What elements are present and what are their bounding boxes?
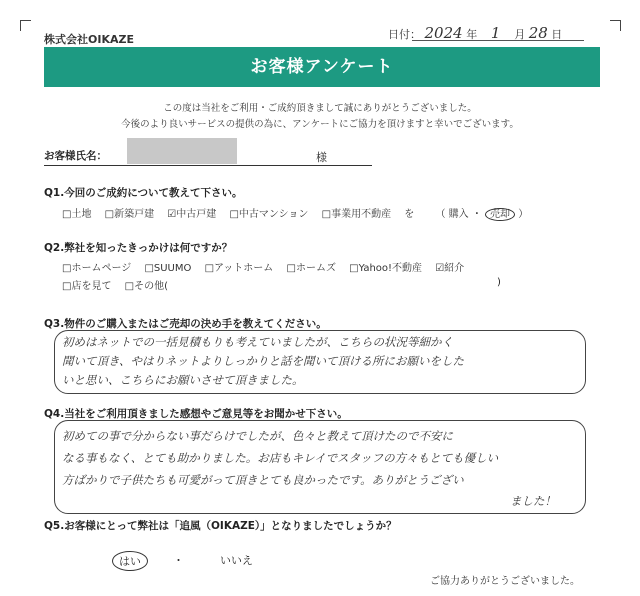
- crop-mark: [610, 20, 621, 31]
- footer-thanks: ご協力ありがとうございました。: [430, 576, 580, 587]
- q3-answer-line-1: 初めはネットでの一括見積もりも考えていましたが、こちらの状況等細かく: [62, 335, 453, 349]
- q2-options-row-2: [62, 277, 178, 292]
- q4-label: Q4.当社をご利用頂きました感想やご意見等をお聞かせ下さい。: [44, 408, 348, 420]
- q2-option-yahoo[interactable]: □Yahoo!不動産: [349, 263, 423, 274]
- q2-option-other[interactable]: □その他(: [124, 281, 168, 292]
- q4-answer-line-2: なる事もなく、とても助かりました。お店もキレイでスタッフの方々もとても優しい: [62, 451, 499, 465]
- q2-option-homepage[interactable]: □ホームページ: [62, 263, 132, 274]
- date-month-unit: 月: [514, 28, 526, 41]
- date-month: 1: [490, 24, 501, 42]
- date-year-unit: 年: [466, 28, 478, 41]
- q4-answer-line-1: 初めての事で分からない事だらけでしたが、色々と教えて頂けたので不安に: [62, 429, 453, 443]
- customer-name-label: お客様氏名：: [44, 150, 107, 162]
- q3-answer-line-3: いと思い、こちらにお願いさせて頂きました。: [62, 373, 304, 387]
- q1-options: [62, 205, 528, 220]
- q1-option-land[interactable]: □土地: [62, 209, 92, 220]
- company-name: 株式会社OIKAZE: [44, 33, 134, 46]
- q5-separator: ・: [173, 554, 184, 567]
- q2-other-close: ): [497, 277, 501, 288]
- q1-option-used-house[interactable]: ☑中古戸建: [167, 209, 217, 220]
- intro-line-1: この度は当社をご利用・ご成約頂きまして誠にありがとうございました。: [163, 103, 477, 114]
- q2-option-referral[interactable]: ☑紹介: [435, 263, 465, 274]
- survey-title-banner: お客様アンケート: [44, 47, 600, 87]
- intro-line-2: 今後のより良いサービスの提供の為に、アンケートにご協力を頂けますと幸いでございます。: [121, 119, 519, 130]
- q2-options-row-1: [62, 259, 474, 274]
- date-day-unit: 日: [551, 28, 563, 41]
- q2-option-athome[interactable]: □アットホーム: [204, 263, 274, 274]
- q1-option-used-mansion[interactable]: □中古マンション: [229, 209, 309, 220]
- q2-label: Q2.弊社を知ったきっかけは何ですか？: [44, 242, 233, 254]
- date-year: 2024: [424, 24, 463, 42]
- q5-option-yes[interactable]: はい: [112, 551, 148, 571]
- name-underline: [44, 165, 372, 166]
- q1-option-sell[interactable]: 売却: [485, 208, 515, 221]
- q2-option-homes[interactable]: □ホームズ: [286, 263, 336, 274]
- date-underline: [412, 40, 584, 41]
- q4-answer-line-3: 方ばかりで子供たちも可愛がって頂きとても良かったです。ありがとうござい: [62, 473, 464, 487]
- q5-label: Q5.お客様にとって弊社は「追風（OIKAZE）」となりましたでしょうか？: [44, 520, 397, 532]
- q5-option-no[interactable]: いいえ: [220, 554, 253, 567]
- q3-label: Q3.物件のご購入またはご売却の決め手を教えてください。: [44, 318, 327, 330]
- q2-option-suumo[interactable]: □SUUMO: [144, 263, 192, 274]
- q1-wo: を: [404, 209, 415, 220]
- q1-paren-close: ）: [518, 209, 529, 220]
- redacted-name: [127, 138, 237, 164]
- q1-label: Q1.今回のご成約について教えて下さい。: [44, 187, 243, 199]
- q1-option-buy[interactable]: 購入: [448, 209, 469, 220]
- date-label: 日付：: [388, 28, 421, 41]
- q3-answer-line-2: 聞いて頂き、やはりネットよりしっかりと話を聞いて頂ける所にお願いをした: [62, 354, 465, 368]
- crop-mark: [20, 20, 31, 31]
- q1-option-new-house[interactable]: □新築戸建: [104, 209, 155, 220]
- q2-option-store[interactable]: □店を見て: [62, 281, 112, 292]
- date-day: 28: [528, 24, 548, 42]
- q4-answer-line-4: ました！: [510, 494, 556, 508]
- q1-paren-open: （: [435, 209, 446, 220]
- honorific: 様: [316, 151, 327, 164]
- q1-option-commercial[interactable]: □事業用不動産: [321, 209, 392, 220]
- q1-separator: ・: [471, 209, 482, 220]
